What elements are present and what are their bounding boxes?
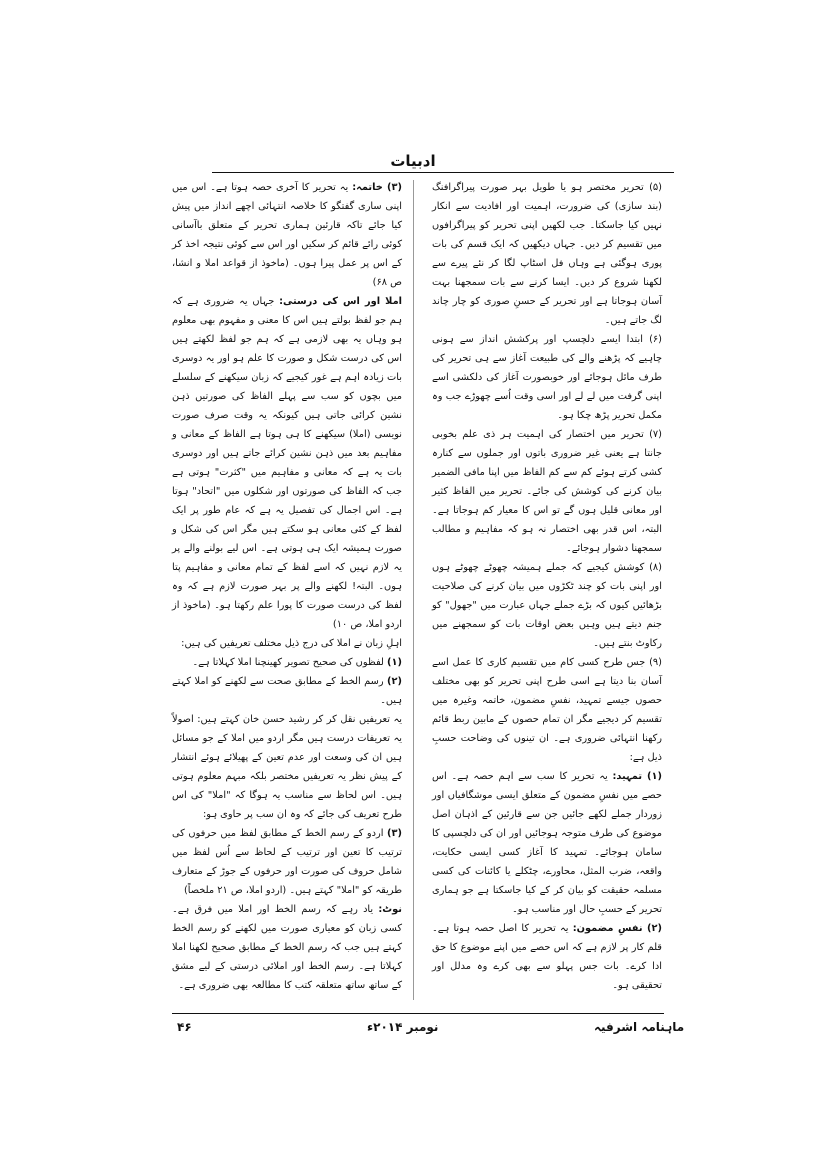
paragraph-text: (۵) تحریر مختصر ہو یا طویل بہر صورت پیراگرافنگ (بند سازی) کی ضرورت، اہمیت اور افادیت سے انکار نہیں کیا جاسکتا۔ جب لکھیں اپنی تحریر کو پیراگرافوں میں تقسیم کر دیں۔ جہاں دیکھیں کہ ایک قسم کی بات پوری ہوگئی ہے وہاں فل اسٹاپ لگا کر نئے پیرے سے لکھنا شروع کر دیں۔ ایسا کرنے سے بات سمجھنا بہت آسان ہوجاتا ہے اور تحریر کے حسنِ صوری کو چار چاند لگ جاتے ہیں۔ bbox=[432, 182, 662, 326]
paragraph bbox=[172, 824, 402, 900]
paragraph-heading: (۱) تمہید: bbox=[612, 771, 662, 782]
paragraph-heading: (۳) خاتمہ: bbox=[352, 182, 402, 193]
paragraph-heading: املا اور اس کی درستی: bbox=[279, 296, 403, 307]
paragraph bbox=[432, 330, 662, 425]
footer-rule bbox=[172, 1013, 664, 1014]
paragraph-text: جہاں یہ ضروری ہے کہ ہم جو لفظ بولتے ہیں اس کا معنی و مفہوم بھی معلوم ہو وہاں یہ بھی لازمی ہے کہ ہم جو لفظ لکھتے ہیں اس کی درست شکل و صورت کا علم ہو اور یہ دوسری بات زیادہ اہم ہے غور کیجیے کہ زبان سیکھنے کے سلسلے میں بچوں کو سب سے پہلے الفاظ کی صورتیں ذہن نشین کرائی جاتی ہیں کیونکہ یہ وقت صرف صورت نویسی (املا) سیکھنے کا ہی ہوتا ہے الفاظ کے معانی و مفاہیم بعد میں ذہن نشین کرائے جاتے ہیں اور دوسری بات یہ ہے کہ معانی و مفاہیم میں "کثرت" ہوتی ہے جب کہ الفاظ کی صورتوں اور شکلوں میں "اتحاد" ہوتا ہے۔ اس اجمال کی تفصیل یہ ہے کہ عام طور پر ایک لفظ کے کئی معانی ہو سکتے ہیں مگر اس کی شکل و صورت ہمیشہ ایک ہی ہوتی ہے۔ اس لیے بولنے والے پر یہ لازم نہیں کہ اسے لفظ کے تمام معانی و مفاہیم پتا ہوں۔ البتہ! لکھنے والے پر بہر صورت لازم ہے کہ وہ لفظ کی درست صورت کا پورا علم رکھتا ہو۔ (ماخوذ از اردو املا، ص ۱۰) bbox=[172, 296, 402, 630]
footer-date: نومبر ۲۰۱۴ء bbox=[367, 1020, 439, 1034]
column-divider bbox=[413, 180, 414, 1000]
paragraph-text: (۷) تحریر میں اختصار کی اہمیت ہر ذی علم بخوبی جانتا ہے یعنی غیر ضروری باتوں اور جملوں سے کنارہ کشی کرتے ہوئے کم سے کم الفاظ میں اپنا مافی الضمیر بیان کرنے کی کوشش کی جائے۔ تحریر میں الفاظ کثیر اور معانی قلیل ہوں گے تو اس کا معیار کم ہوجاتا ہے۔ البتہ، اس قدر بھی اختصار نہ ہو کہ مفاہیم و مطالب سمجھنا دشوار ہوجائے۔ bbox=[432, 429, 662, 554]
footer-page-number: ۴۶ bbox=[177, 1020, 192, 1034]
paragraph-text: یہ تحریر کا اصل حصہ ہوتا ہے۔ قلم کار پر لازم ہے کہ اس حصے میں اپنے موضوع کا حق ادا کرے۔ بات جس پہلو سے بھی کرے وہ مدلل اور تحقیقی ہو۔ bbox=[432, 923, 662, 991]
paragraph-text: اردو کے رسم الخط کے مطابق لفظ میں حرفوں کی ترتیب کا تعین اور ترتیب کے لحاظ سے اُس لفظ میں شامل حروف کی صورت اور حرفوں کے جوڑ کے متعارف طریقہ کو "املا" کہتے ہیں۔ (اردو املا، ص ۲۱ ملخصاً) bbox=[172, 828, 402, 896]
paragraph-text: (۸) کوشش کیجیے کہ جملے ہمیشہ چھوٹے چھوٹے ہوں اور اپنی بات کو چند ٹکڑوں میں بیان کرنے کی صلاحیت بڑھائیں کیوں کہ بڑے جملے جہاں عبارت میں "جھول" کو جنم دیتے ہیں وہیں بعض اوقات بات کو سمجھنے میں رکاوٹ بنتے ہیں۔ bbox=[432, 562, 662, 649]
left-column bbox=[172, 178, 402, 995]
paragraph-text: یہ تحریر کا سب سے اہم حصہ ہے۔ اس حصے میں نفسِ مضمون کے متعلق ایسی موشگافیاں اور زوردار جملے لکھے جائیں جن سے قارئین کے اذہان اصل موضوع کی طرف متوجہ ہوجائیں اور ان کی دلچسپی کا سامان ہوجائے۔ تمہید کا آغاز کسی ایسی حکایت، واقعہ، ضرب المثل، محاورے، چٹکلے یا کائنات کی کسی مسلمہ حقیقت کو بیان کر کے کیا جاسکتا ہے جو ہماری تحریر کے حسبِ حال اور مناسب ہو۔ bbox=[432, 771, 662, 915]
paragraph-text: یہ تحریر کا آخری حصہ ہوتا ہے۔ اس میں اپنی ساری گفتگو کا خلاصہ انتہائی اچھے انداز میں پیش کیا جائے تاکہ قارئین ہماری تحریر کے متعلق باآسانی کوئی رائے قائم کر سکیں اور اس سے کوئی نتیجہ اخذ کر کے اس پر عمل پیرا ہوں۔ (ماخوذ از قواعد املا و انشا، ص ۶۸) bbox=[172, 182, 402, 288]
paragraph-text: (۹) جس طرح کسی کام میں تقسیم کاری کا عمل اسے آسان بنا دیتا ہے اسی طرح اپنی تحریر کو بھی مختلف حصوں جیسے تمہید، نفسِ مضمون، خاتمہ وغیرہ میں تقسیم کر دیجیے مگر ان تمام حصوں کے مابین ربط قائم رکھنا انتہائی ضروری ہے۔ ان تینوں کی وضاحت حسبِ ذیل ہے: bbox=[432, 657, 662, 763]
paragraph bbox=[432, 653, 662, 767]
paragraph-heading: نوٹ: bbox=[378, 904, 402, 915]
footer-magazine-name: ماہنامہ اشرفیہ bbox=[594, 1020, 685, 1034]
paragraph-heading: (۲) نفسِ مضمون: bbox=[572, 923, 662, 934]
paragraph-heading: (۲) bbox=[387, 676, 402, 687]
paragraph-heading: (۱) bbox=[387, 657, 402, 668]
paragraph bbox=[172, 900, 402, 995]
paragraph-text: یہ تعریفیں نقل کر کر رشید حسن خان کہتے ہیں: اصولاً یہ تعریفات درست ہیں مگر اردو میں املا کے جو مسائل ہیں ان کی وسعت اور عدم تعین کے پھیلائے ہوئے انتشار کے پیش نظر یہ تعریفیں مختصر بلکہ مبہم معلوم ہوتی ہیں۔ اس لحاظ سے مناسب یہ ہوگا کہ "املا" کی اس طرح تعریف کی جائے کہ وہ ان سب پر حاوی ہو: bbox=[172, 714, 402, 820]
paragraph bbox=[172, 292, 402, 634]
paragraph bbox=[432, 425, 662, 558]
paragraph-text: لفظوں کی صحیح تصویر کھینچنا املا کہلاتا ہے۔ bbox=[192, 657, 384, 668]
paragraph bbox=[432, 767, 662, 919]
paragraph bbox=[172, 178, 402, 292]
paragraph-heading: (۳) bbox=[387, 828, 402, 839]
paragraph-text: رسم الخط کے مطابق صحت سے لکھنے کو املا کہتے ہیں۔ bbox=[172, 676, 402, 706]
paragraph bbox=[432, 178, 662, 330]
paragraph bbox=[172, 710, 402, 824]
paragraph bbox=[172, 653, 402, 672]
section-title: ادبیات bbox=[390, 152, 436, 170]
paragraph bbox=[172, 634, 402, 653]
paragraph-text: اہلِ زبان نے املا کی درج ذیل مختلف تعریفیں کی ہیں: bbox=[181, 638, 402, 649]
paragraph bbox=[432, 919, 662, 995]
paragraph bbox=[432, 558, 662, 653]
paragraph-text: (۶) ابتدا ایسے دلچسپ اور پرکشش انداز سے ہونی چاہیے کہ پڑھنے والے کی طبیعت آغاز سے ہی تحریر کی طرف مائل ہوجائے اور خوبصورت آغاز کی دلکشی اسے اپنی گرفت میں لے لے اور اسی وقت اُسے چھوڑے جب وہ مکمل تحریر پڑھ چکا ہو۔ bbox=[432, 334, 662, 421]
right-column bbox=[432, 178, 662, 995]
header-rule bbox=[212, 172, 674, 173]
paragraph bbox=[172, 672, 402, 710]
paragraph-text: یاد رہے کہ رسم الخط اور املا میں فرق ہے۔ کسی زبان کو معیاری صورت میں لکھنے کو رسم الخط کہتے ہیں جب کہ رسم الخط کے مطابق صحیح لکھنا املا کہلاتا ہے۔ رسم الخط اور املائی درستی کے لیے مشق کے ساتھ ساتھ متعلقہ کتب کا مطالعہ بھی ضروری ہے۔ bbox=[172, 904, 402, 991]
